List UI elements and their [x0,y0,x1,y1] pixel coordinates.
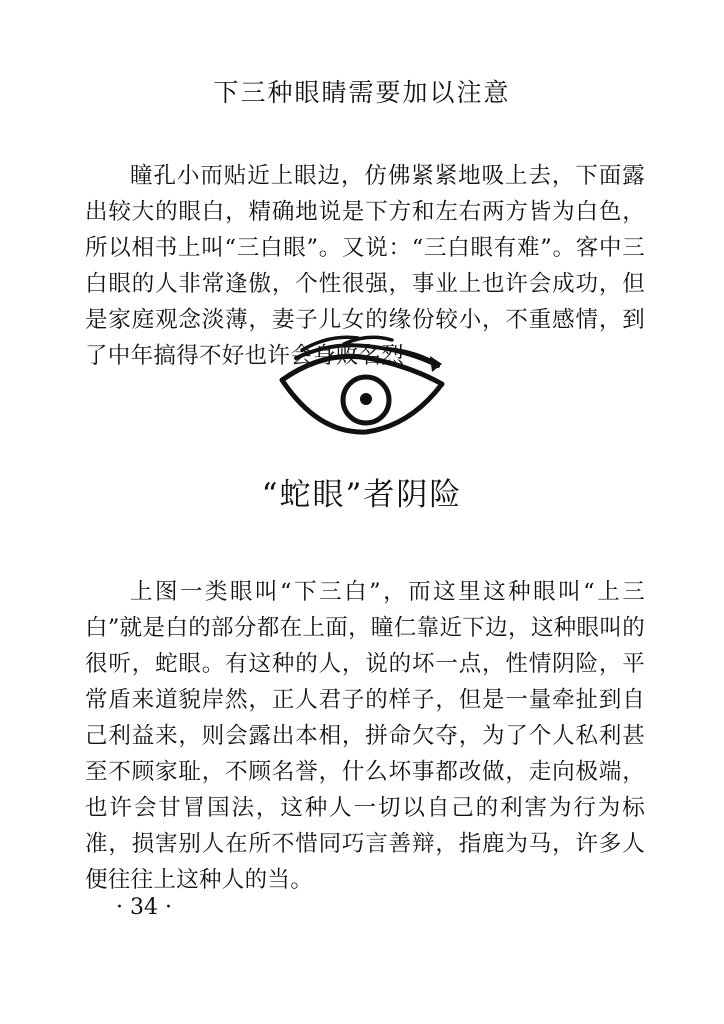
body-paragraph-1: 瞳孔小而贴近上眼边，仿佛紧紧地吸上去，下面露出较大的眼白，精确地说是下方和左右两方皆为白色，所以相书上叫“三白眼”。又说：“三白眼有难”。客中三白眼的人非常逢傲，个性很强，事业上也许会成功，但是家庭观念淡薄，妻子儿女的缘份较小，不重感情，到了中年搞得不好也许会身败名烈 [85,163,645,369]
running-title: 下三种眼睛需要加以注意 [213,78,511,107]
page-number: · 34 · [116,895,172,920]
body-paragraph-2: 上图一类眼叫“下三白”，而这里这种眼叫“上三白”就是白的部分都在上面，瞳仁靠近下边，这种眼叫的很听，蛇眼。有这种的人，说的坏一点，性情阴险，平常盾来道貌岸然，正人君子的样子，但是一量牵扯到自己利益来，则会露出本相，拼命欠夺，为了个人私利甚至不顾家耻，不顾名誉，什么坏事都改做，走向极端，也许会甘冒国法，这种人一切以自己的利害为行为标准，损害别人在所不惜同巧言善辩，指鹿为马，许多人便往往上这种人的当。 [85,579,645,893]
section-title: “蛇眼”者阴险 [261,477,463,513]
eye-illustration-icon [270,328,460,440]
